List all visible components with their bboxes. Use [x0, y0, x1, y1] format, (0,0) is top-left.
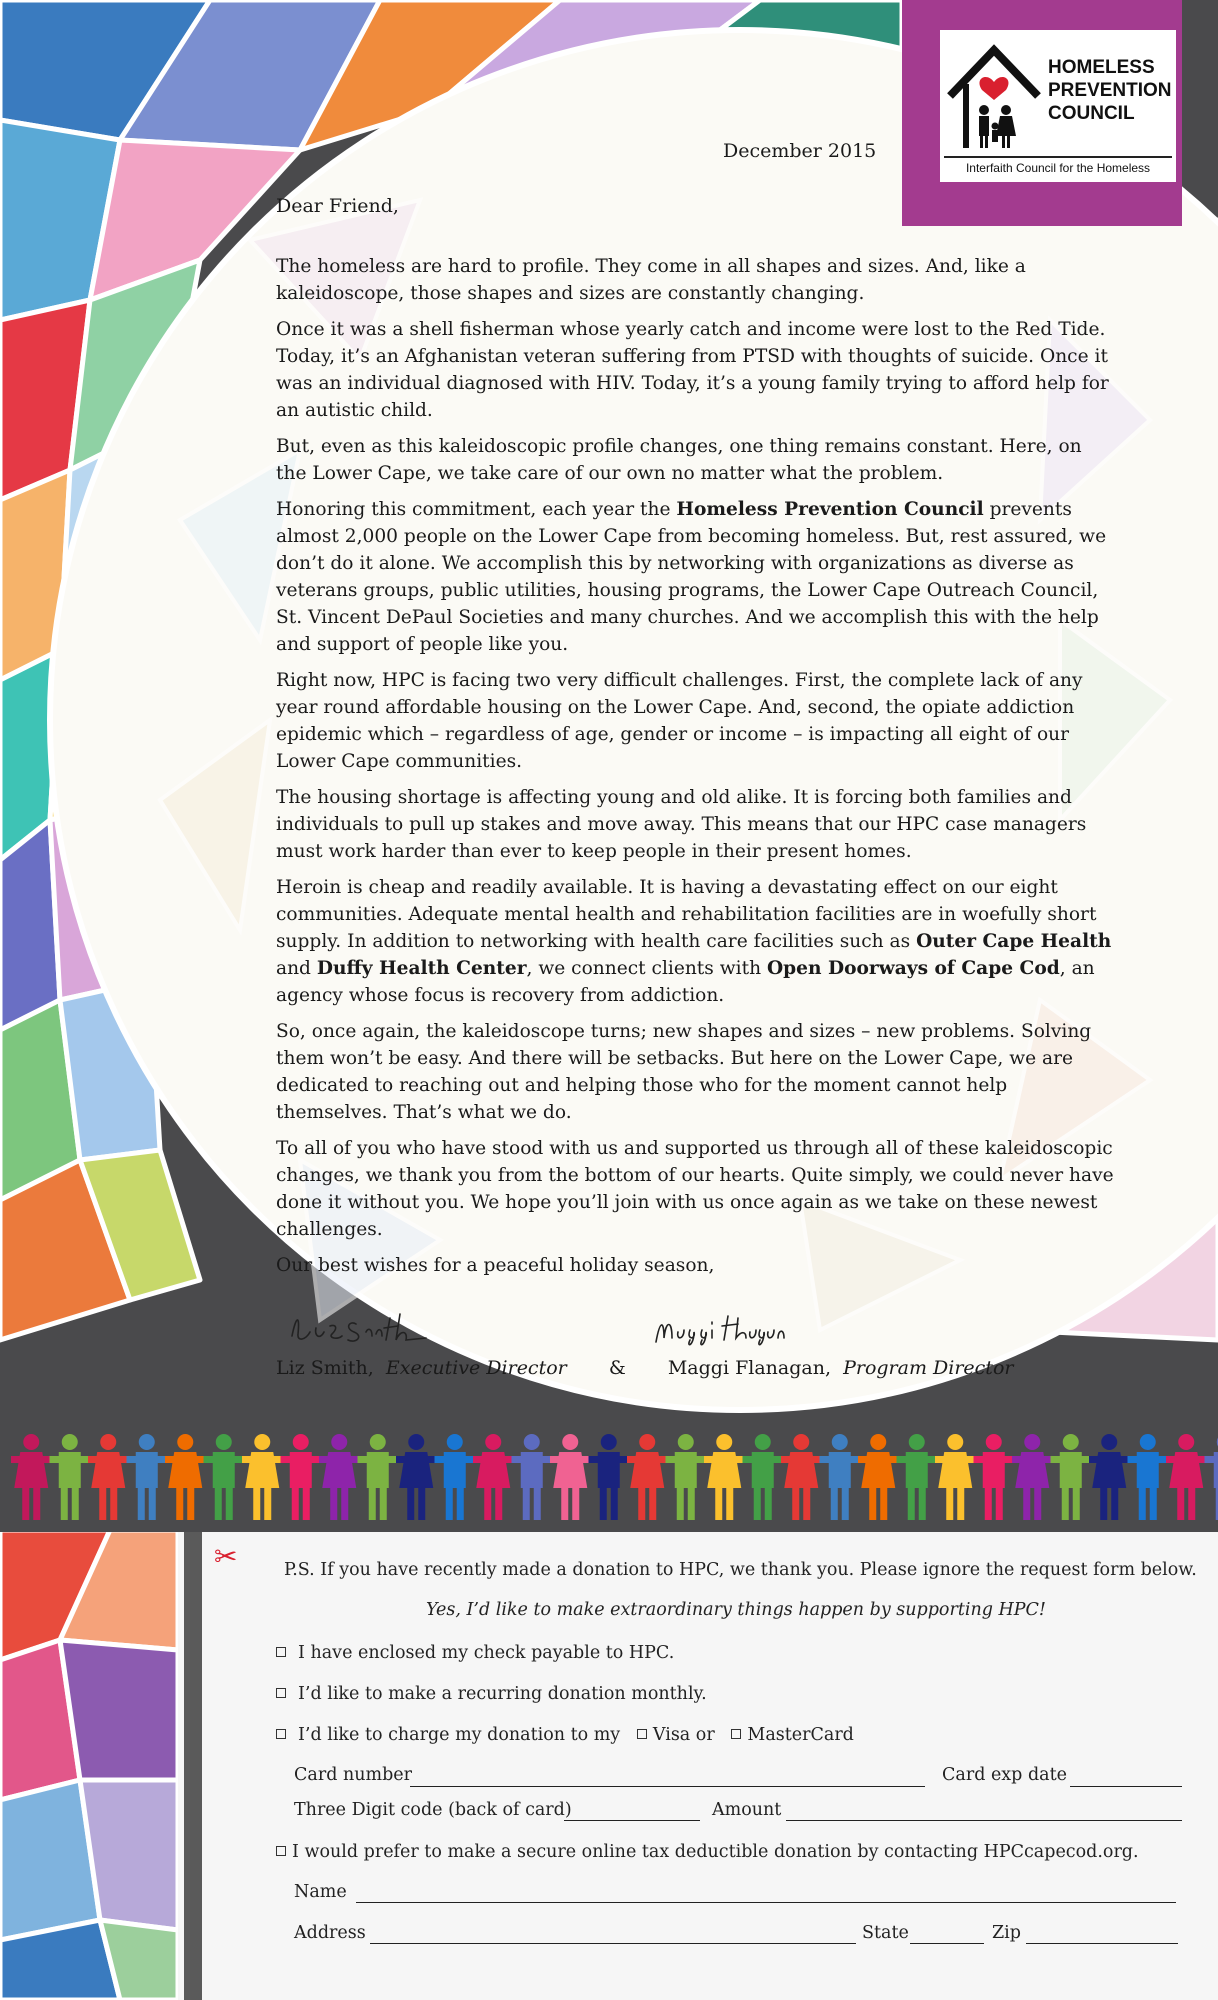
paper-doll-figure [935, 1434, 976, 1520]
paper-doll-figure [781, 1434, 822, 1520]
paper-doll-figure [550, 1434, 591, 1520]
sig2-title: Program Director [843, 1357, 1014, 1379]
paper-doll-figure [1128, 1434, 1169, 1520]
option-recurring[interactable] [276, 1684, 707, 1704]
signature-maggi-flanagan [650, 1306, 790, 1352]
form-headline [426, 1600, 1046, 1620]
paragraph-9: To all of you who have stood with us and supported us through all of these kaleidoscopic changes, we thank you from the bottom of our hearts. Quite simply, we could never have done it without you. We hope you’ll join with us once again as we take on these newest challenges. [276, 1138, 1114, 1240]
logo-name [1048, 56, 1172, 125]
paper-doll-figure [743, 1434, 784, 1520]
paper-doll-figure [165, 1434, 206, 1520]
visa-checkbox[interactable] [637, 1729, 647, 1739]
paper-doll-figure [1012, 1434, 1053, 1520]
logo-block [902, 0, 1182, 226]
form-side-strip [184, 1532, 202, 2000]
form-headline-text: Yes, I’d like to make extraordinary things happen by supporting HPC! [426, 1600, 1046, 1620]
paper-doll-figure [127, 1434, 168, 1520]
open-doorways: Open Doorways of Cape Cod [766, 958, 1060, 979]
letter-body [276, 253, 1116, 1288]
closing-line: Our best wishes for a peaceful holiday season, [276, 1255, 715, 1276]
option-online-label: I would prefer to make a secure online tax deductible donation by contacting HPCcapecod.org. [292, 1842, 1139, 1862]
paper-doll-figure [666, 1434, 707, 1520]
checkbox-icon[interactable] [276, 1688, 286, 1698]
checkbox-icon[interactable] [276, 1846, 286, 1856]
paper-doll-figure [50, 1434, 91, 1520]
name-field[interactable] [356, 1902, 1176, 1903]
paper-doll-figure [88, 1434, 129, 1520]
sig1-name: Liz Smith, [276, 1357, 374, 1379]
name-label: Name [294, 1882, 347, 1902]
logo-line-1: HOMELESS [1048, 57, 1155, 78]
option-charge[interactable] [276, 1725, 854, 1745]
paragraph-4-text: Honoring this commitment, each year the [276, 499, 677, 520]
paragraph-8: So, once again, the kaleidoscope turns; new shapes and sizes – new problems. Solving them won’t be easy. And there will be setbacks. But here on the Lower Cape, we are dedicated to reaching out and helping those who for the moment cannot help themselves. That’s what we do. [276, 1021, 1092, 1123]
paragraph-7-text-3: , an agency whose focus is recovery from addiction. [276, 958, 1095, 1006]
zip-label: Zip [992, 1923, 1021, 1943]
paragraph-3: But, even as this kaleidoscopic profile changes, one thing remains constant. Here, on the Lower Cape, we take care of our own no matter what the problem. [276, 436, 1082, 484]
logo-panel [940, 30, 1176, 182]
paragraph-6: The housing shortage is affecting young and old alike. It is forcing both families and individuals to pull up stakes and move away. This means that our HPC case managers must work harder than ever to keep people in their present homes. [276, 787, 1087, 862]
logo-line-3: COUNCIL [1048, 103, 1135, 124]
checkbox-icon[interactable] [276, 1729, 286, 1739]
duffy-health-center: Duffy Health Center [316, 958, 527, 979]
paper-doll-figure [1051, 1434, 1092, 1520]
card-number-label: Card number [294, 1765, 413, 1785]
address-label: Address [294, 1923, 366, 1943]
amount-field[interactable] [786, 1820, 1182, 1821]
paragraph-2: Once it was a shell fisherman whose yearly catch and income were lost to the Red Tide. Today, it’s an Afghanistan veteran suffering from PTSD with thoughts of suicide. Once it was an individual diagnosed with HIV. Today, it’s a young family trying to afford help for an autistic child. [276, 319, 1109, 421]
paper-doll-figure [435, 1434, 476, 1520]
paper-doll-figure [704, 1434, 745, 1520]
signature-line [276, 1357, 1013, 1379]
paper-doll-figure [242, 1434, 283, 1520]
paper-dolls-row [0, 1432, 1218, 1524]
hpc-name: Homeless Prevention Council [676, 499, 984, 520]
cvv-label: Three Digit code (back of card) [294, 1800, 572, 1820]
option-charge-label: I’d like to charge my donation to my [298, 1725, 621, 1745]
paper-doll-figure [281, 1434, 322, 1520]
paper-doll-figure [897, 1434, 938, 1520]
address-field[interactable] [370, 1943, 856, 1944]
paper-doll-figure [319, 1434, 360, 1520]
paragraph-7-text: Heroin is cheap and readily available. It is having a devastating effect on our eight communities. Adequate mental health and rehabilitation facilities are in woefully short supply. In addition to networking with health care facilities such as [276, 877, 1097, 952]
paragraph-4-text-2: prevents almost 2,000 people on the Lower Cape from becoming homeless. But, rest assured, we don’t do it alone. We accomplish this by networking with organizations as diverse as veterans groups, public utilities, housing programs, the Lower Cape Outreach Council, St. Vincent DePaul Societies and many churches. And we accomplish this with the help and support of people like you. [276, 499, 1107, 655]
paper-doll-figure [396, 1434, 437, 1520]
option-check-label: I have enclosed my check payable to HPC. [298, 1643, 675, 1663]
house-family-heart-icon [944, 36, 1044, 154]
card-exp-label: Card exp date [942, 1765, 1067, 1785]
paper-doll-figure [820, 1434, 861, 1520]
paper-doll-figure [589, 1434, 630, 1520]
zip-field[interactable] [1026, 1943, 1178, 1944]
letter-date: December 2015 [723, 140, 877, 162]
paper-doll-figure [858, 1434, 899, 1520]
paper-doll-figure [204, 1434, 245, 1520]
option-online[interactable] [276, 1842, 1139, 1862]
option-check[interactable] [276, 1643, 674, 1663]
state-label: State [862, 1923, 909, 1943]
paragraph-5: Right now, HPC is facing two very difficult challenges. First, the complete lack of any year round affordable housing on the Lower Cape. And, second, the opiate addiction epidemic which – regardless of age, gender or income – is impacting all eight of our Lower Cape communities. [276, 670, 1083, 772]
paper-doll-figure [11, 1434, 52, 1520]
paragraph-7 [276, 874, 1116, 1009]
amount-label: Amount [712, 1800, 782, 1820]
paragraph-7-and: and [276, 958, 317, 979]
paper-doll-figure [1166, 1434, 1207, 1520]
visa-label: Visa or [652, 1725, 715, 1745]
card-number-field[interactable] [410, 1786, 925, 1787]
paper-doll-figure [512, 1434, 553, 1520]
paragraph-7-text-2: , we connect clients with [526, 958, 767, 979]
ps-note: P.S. If you have recently made a donation to HPC, we thank you. Please ignore the request form below. [284, 1560, 1197, 1580]
mastercard-checkbox[interactable] [731, 1729, 741, 1739]
card-exp-field[interactable] [1070, 1786, 1182, 1787]
outer-cape-health: Outer Cape Health [916, 931, 1112, 952]
mastercard-label: MasterCard [747, 1725, 854, 1745]
paper-doll-figure [473, 1434, 514, 1520]
ampersand: & [608, 1357, 626, 1379]
paper-doll-figure [358, 1434, 399, 1520]
scissors-icon: ✂ [214, 1540, 238, 1573]
paper-doll-figure [627, 1434, 668, 1520]
signature-liz-smith [286, 1306, 446, 1348]
letter-greeting: Dear Friend, [276, 195, 399, 217]
paragraph-4 [276, 496, 1116, 658]
checkbox-icon[interactable] [276, 1647, 286, 1657]
sig1-title: Executive Director [385, 1357, 567, 1379]
logo-divider [944, 156, 1172, 158]
logo-line-2: PREVENTION [1048, 80, 1172, 101]
paper-doll-figure [1089, 1434, 1130, 1520]
sig2-name: Maggi Flanagan, [667, 1357, 831, 1379]
option-recurring-label: I’d like to make a recurring donation monthly. [298, 1684, 707, 1704]
paper-doll-figure [974, 1434, 1015, 1520]
logo-tagline: Interfaith Council for the Homeless [965, 161, 1151, 175]
paragraph-1: The homeless are hard to profile. They come in all shapes and sizes. And, like a kaleidoscope, those shapes and sizes are constantly changing. [276, 256, 1026, 304]
state-field[interactable] [910, 1943, 984, 1944]
cvv-field[interactable] [564, 1820, 700, 1821]
paper-doll-figure [1205, 1434, 1218, 1520]
